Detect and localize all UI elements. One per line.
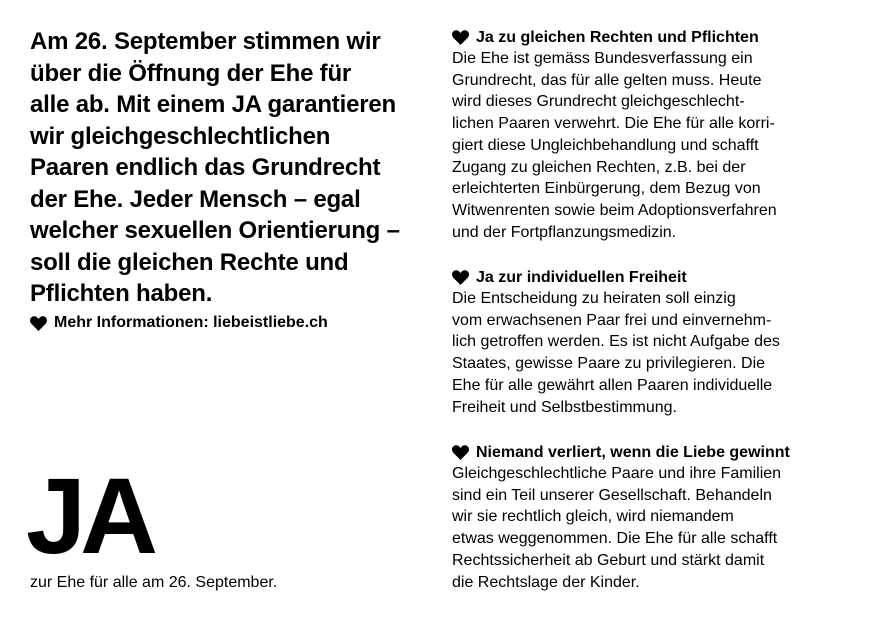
body-line: Zugang zu gleichen Rechten, z.B. bei der [452,158,746,176]
intro-text [30,26,435,310]
ja-headline: JA [26,455,153,576]
body-line: wir sie rechtlich gleich, wird niemandem [452,508,734,526]
intro-line: soll die gleichen Rechte und [30,248,349,276]
body-line: Freiheit und Selbstbestimmung. [452,398,677,416]
body-line: Witwenrenten sowie beim Adoptionsverfahren [452,201,777,219]
intro-line: wir gleichgeschlechtlichen [30,122,331,150]
intro-line: alle ab. Mit einem JA garantieren [30,91,396,118]
body-line: Gleichgeschlechtliche Paare und ihre Familien [452,465,782,482]
ja-tagline: zur Ehe für alle am 26. September. [30,574,278,591]
intro-line: der Ehe. Jeder Mensch – egal [30,185,361,213]
body-line: vom erwachsenen Paar frei und einvernehm- [452,311,772,329]
section-title: Ja zur individuellen Freiheit [476,269,687,286]
section-heading [452,27,852,48]
section-body [452,463,852,593]
heart-icon [452,270,469,285]
section-body [452,48,852,243]
heart-icon [30,316,47,331]
body-line: Grundrecht, das für alle gelten muss. Heute [452,71,762,89]
more-info [30,314,328,332]
section-title: Niemand verliert, wenn die Liebe gewinnt [476,444,790,461]
more-info-link[interactable]: Mehr Informationen: liebeistliebe.ch [54,314,328,331]
intro-line: Am 26. September stimmen wir [30,28,381,55]
body-line: Ehe für alle gewährt allen Paaren individuelle [452,376,773,394]
body-line: Die Ehe ist gemäss Bundesverfassung ein [452,50,753,67]
body-line: sind ein Teil unserer Gesellschaft. Behandeln [452,486,772,504]
body-line: lich getroffen werden. Es ist nicht Aufgabe des [452,333,780,351]
section-individual-freedom [452,267,852,418]
intro-line: Paaren endlich das Grundrecht [30,154,381,181]
section-heading [452,267,852,288]
intro-line: über die Öffnung der Ehe für [30,59,352,87]
body-line: wird dieses Grundrecht gleichgeschlecht- [452,93,745,111]
heart-icon [452,30,469,45]
section-body [452,288,852,418]
body-line: und der Fortpflanzungsmedizin. [452,223,677,241]
section-equal-rights [452,27,852,243]
intro-line: welcher sexuellen Orientierung – [30,217,400,244]
body-line: die Rechtslage der Kinder. [452,573,640,591]
body-line: Staates, gewisse Paare zu privilegieren. Die [452,355,766,373]
section-nobody-loses [452,442,852,593]
body-line: lichen Paaren verwehrt. Die Ehe für alle korri- [452,115,775,133]
intro-line: Pflichten haben. [30,280,213,307]
body-line: giert diese Ungleichbehandlung und schafft [452,136,759,154]
body-line: etwas weggenommen. Die Ehe für alle schafft [452,530,778,548]
section-heading [452,442,852,463]
body-line: Die Entscheidung zu heiraten soll einzig [452,290,736,307]
body-line: erleichterten Einbürgerung, dem Bezug von [452,180,761,198]
heart-icon [452,445,469,460]
section-title: Ja zu gleichen Rechten und Pflichten [476,29,759,46]
body-line: Rechtssicherheit ab Geburt und stärkt damit [452,551,765,569]
